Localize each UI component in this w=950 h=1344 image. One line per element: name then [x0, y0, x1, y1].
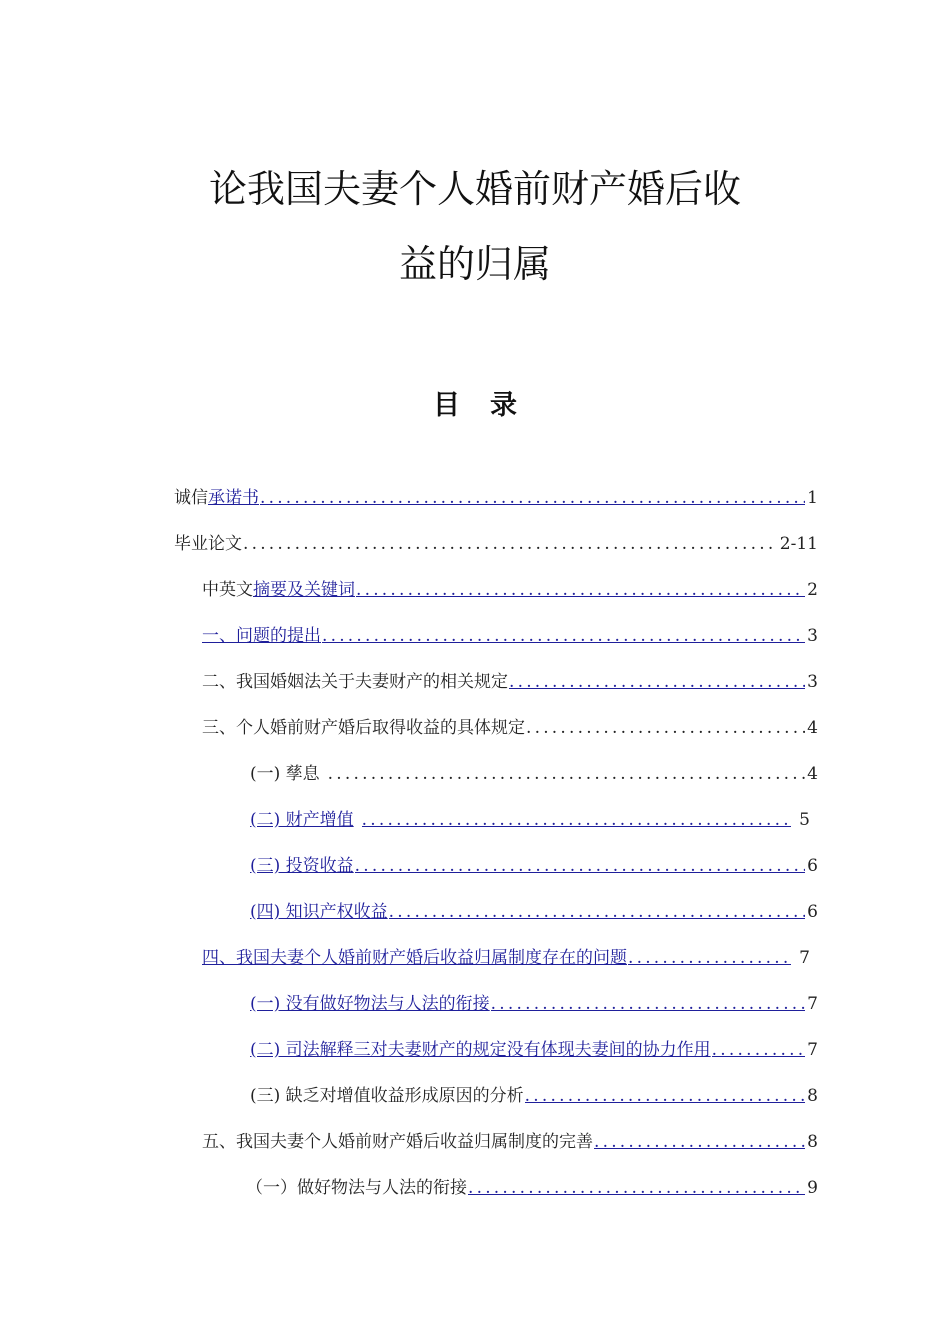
toc-entry-section-2[interactable]	[202, 670, 818, 694]
toc-entry-label: （一）做好物法与人法的衔接	[246, 1178, 467, 1198]
document-title-line-2: 益的归属	[398, 242, 551, 286]
toc-leader-dots	[491, 992, 806, 1016]
toc-entry-link[interactable]: (二) 财产增值	[250, 810, 354, 830]
toc-leader-dots	[526, 716, 805, 740]
toc-leader-dots	[509, 670, 805, 694]
toc-leader-dots	[594, 1130, 805, 1154]
toc-entry-section-5-1[interactable]	[246, 1176, 818, 1200]
toc-entry-link[interactable]: (二) 司法解释三对夫妻财产的规定没有体现夫妻间的协力作用	[250, 1040, 711, 1060]
toc-heading: 目录	[433, 390, 547, 421]
toc-entry-section-5[interactable]	[202, 1130, 818, 1154]
document-title-line-1: 论我国夫妻个人婚前财产婚后收	[208, 167, 741, 211]
toc-entry-abstract[interactable]	[202, 578, 818, 602]
toc-page-number: 4	[807, 764, 818, 784]
toc-leader-dots	[356, 578, 805, 602]
toc-entry-section-3[interactable]	[202, 716, 818, 740]
toc-leader-dots	[322, 624, 805, 648]
toc-page-number: 9	[807, 1178, 818, 1198]
toc-leader-dots	[362, 808, 792, 832]
toc-page-number: 6	[807, 856, 818, 876]
toc-entry-section-4-2[interactable]	[250, 1038, 818, 1062]
toc-entry-thesis[interactable]	[174, 532, 818, 556]
toc-entry-prefix: 中英文	[202, 580, 253, 600]
toc-entry-label: 毕业论文	[174, 534, 242, 554]
toc-entry-link[interactable]: 一、问题的提出	[202, 626, 321, 646]
toc-page-number: 7	[807, 994, 818, 1014]
toc-page-number: 2-11	[779, 534, 818, 554]
toc-entry-label: (三) 缺乏对增值收益形成原因的分析	[250, 1086, 524, 1106]
toc-entry-link[interactable]: 承诺书	[208, 488, 259, 508]
toc-page-number: 6	[807, 902, 818, 922]
toc-entry-label: 五、我国夫妻个人婚前财产婚后收益归属制度的完善	[202, 1132, 593, 1152]
toc-leader-dots	[243, 532, 778, 556]
toc-leader-dots	[468, 1176, 805, 1200]
toc-entry-label: 三、个人婚前财产婚后取得收益的具体规定	[202, 718, 525, 738]
toc-entry-section-3-2[interactable]	[250, 808, 810, 832]
toc-entry-link[interactable]: (四) 知识产权收益	[250, 902, 388, 922]
toc-entry-section-3-1[interactable]	[250, 762, 818, 786]
toc-page-number: 7	[807, 1040, 818, 1060]
toc-entry-integrity-pledge[interactable]	[174, 486, 818, 510]
toc-entry-link[interactable]: (三) 投资收益	[250, 856, 354, 876]
toc-entry-section-3-4[interactable]	[250, 900, 818, 924]
toc-entry-section-4-1[interactable]	[250, 992, 818, 1016]
toc-entry-link[interactable]: 摘要及关键词	[253, 580, 355, 600]
toc-entry-section-4[interactable]	[202, 946, 810, 970]
toc-leader-dots	[389, 900, 806, 924]
toc-leader-dots	[328, 762, 806, 786]
toc-page-number: 8	[807, 1132, 818, 1152]
toc-leader-dots	[355, 854, 806, 878]
toc-entry-section-3-3[interactable]	[250, 854, 818, 878]
toc-page-number: 8	[807, 1086, 818, 1106]
toc-entry-label: (一) 孳息	[250, 764, 320, 784]
toc-leader-dots	[525, 1084, 806, 1108]
toc-leader-dots	[260, 486, 805, 510]
toc-leader-dots	[628, 946, 791, 970]
toc-page-number: 7	[799, 948, 810, 968]
toc-entry-label: 二、我国婚姻法关于夫妻财产的相关规定	[202, 672, 508, 692]
toc-page-number: 2	[807, 580, 818, 600]
toc-page-number: 1	[807, 488, 818, 508]
toc-page-number: 3	[807, 626, 818, 646]
toc-entry-prefix: 诚信	[174, 488, 208, 508]
toc-leader-dots	[712, 1038, 806, 1062]
toc-page-number: 4	[807, 718, 818, 738]
toc-entry-link[interactable]: 四、我国夫妻个人婚前财产婚后收益归属制度存在的问题	[202, 948, 627, 968]
toc-entry-section-1[interactable]	[202, 624, 818, 648]
toc-entry-section-4-3[interactable]	[250, 1084, 818, 1108]
toc-entry-link[interactable]: (一) 没有做好物法与人法的衔接	[250, 994, 490, 1014]
toc-page-number: 5	[799, 810, 810, 830]
toc-page-number: 3	[807, 672, 818, 692]
